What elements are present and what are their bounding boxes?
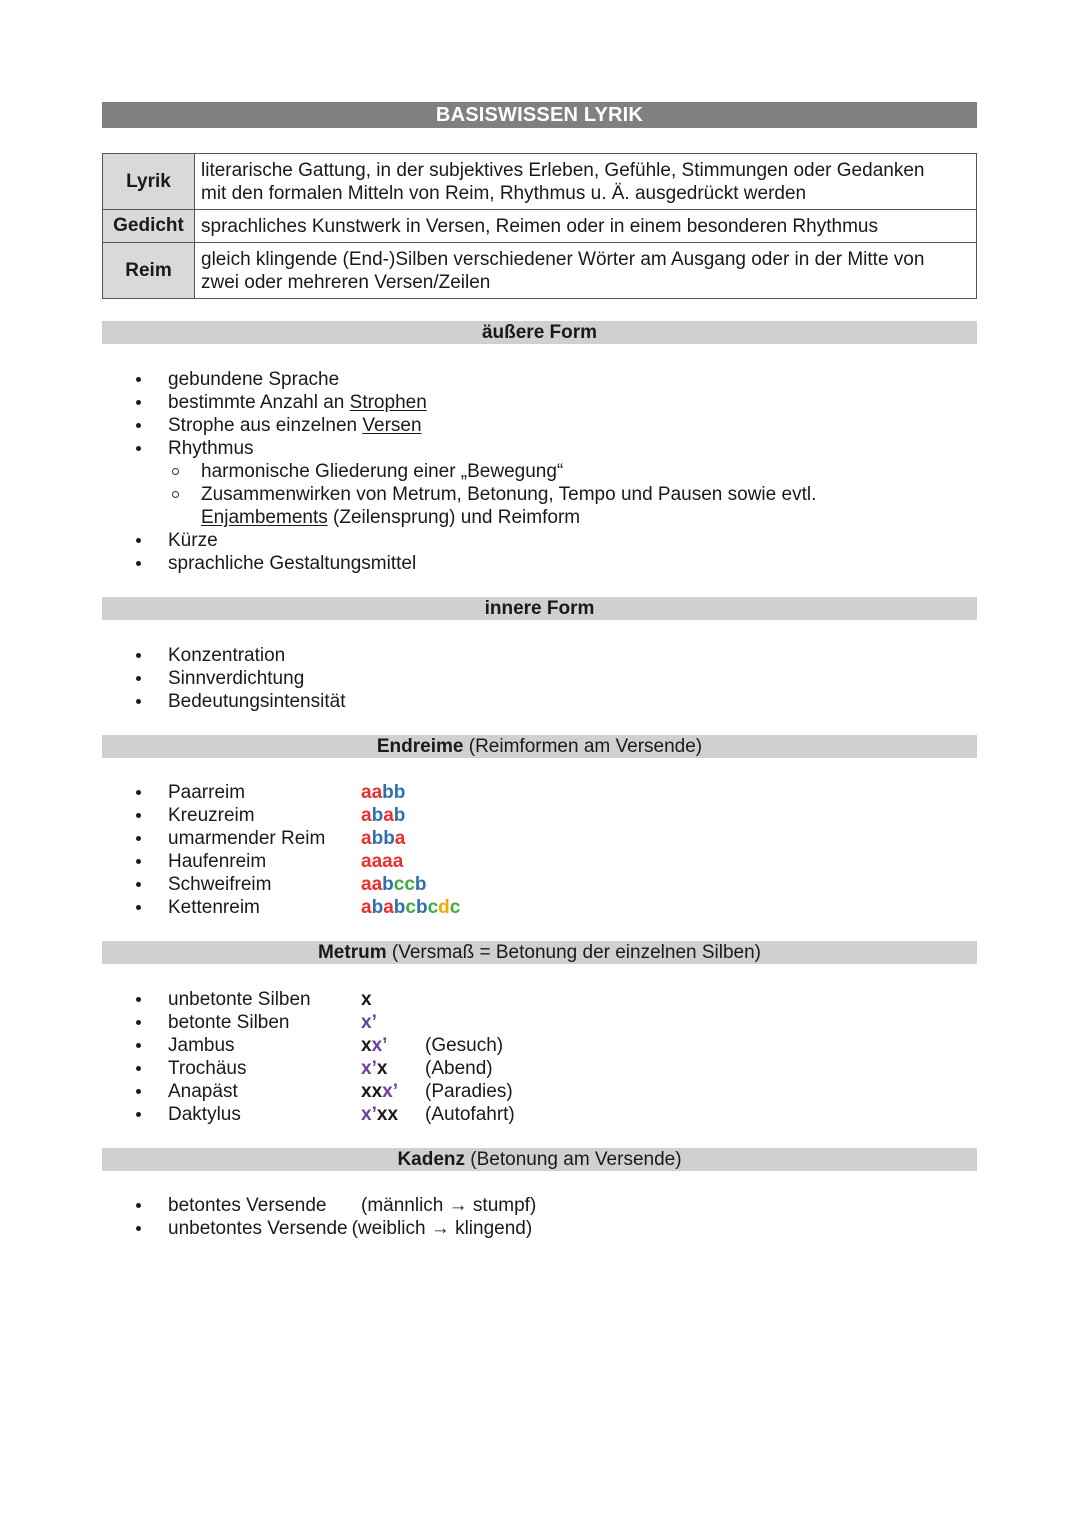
endreime-list bbox=[130, 781, 461, 919]
item-text-underlined: Strophen bbox=[349, 392, 427, 413]
list-item bbox=[130, 644, 345, 667]
syllable-mark: x bbox=[361, 1058, 372, 1079]
syllable-mark: x bbox=[361, 1012, 372, 1033]
item-text: gebundene Sprache bbox=[168, 369, 340, 390]
list-item bbox=[130, 850, 404, 873]
definition-text bbox=[195, 243, 977, 299]
rhyme-letter: b bbox=[371, 828, 384, 849]
rhyme-scheme bbox=[361, 781, 405, 804]
rhyme-letter: a bbox=[361, 874, 372, 895]
list-item bbox=[130, 391, 816, 414]
section-heading-bold: Endreime bbox=[376, 736, 464, 757]
bullet-icon bbox=[136, 538, 141, 543]
bullet-icon bbox=[136, 446, 141, 451]
metrum-name: Daktylus bbox=[168, 1104, 241, 1125]
rhyme-letter: c bbox=[427, 897, 439, 918]
rhyme-letter: b bbox=[382, 782, 394, 803]
bullet-icon bbox=[136, 400, 141, 405]
syllable-mark: x bbox=[361, 1035, 372, 1056]
definition-line: mit den formalen Mitteln von Reim, Rhythmus u. Ä. ausgedrückt werden bbox=[201, 182, 807, 204]
rhyme-letter: a bbox=[371, 874, 383, 895]
rhyme-letter: d bbox=[438, 897, 450, 918]
rhyme-letter: b bbox=[371, 805, 384, 826]
section-heading-kadenz bbox=[102, 1148, 977, 1171]
list-item bbox=[130, 690, 345, 713]
syllable-mark: x bbox=[376, 1104, 388, 1125]
rhyme-name: Kettenreim bbox=[168, 897, 260, 918]
syllable-mark: ’ bbox=[371, 1012, 377, 1033]
bullet-icon bbox=[136, 1203, 141, 1208]
item-text: Zusammenwirken von Metrum, Betonung, Tempo und Pausen sowie evtl. bbox=[201, 484, 817, 505]
bullet-icon bbox=[136, 561, 141, 566]
rhyme-letter: c bbox=[393, 874, 405, 895]
list-item bbox=[130, 1057, 493, 1080]
definition-term: Reim bbox=[103, 243, 195, 299]
syllable-mark: ’ bbox=[382, 1035, 388, 1056]
kadenz-desc: (weiblich → klingend) bbox=[351, 1218, 533, 1239]
bullet-icon bbox=[136, 1112, 141, 1117]
item-text: Konzentration bbox=[168, 645, 286, 666]
section-heading-rest: (Betonung am Versende) bbox=[465, 1149, 682, 1170]
bullet-icon bbox=[136, 676, 141, 681]
kadenz-desc: (männlich → stumpf) bbox=[361, 1195, 537, 1216]
metrum-name: Jambus bbox=[168, 1035, 235, 1056]
rhyme-letter: b bbox=[371, 897, 384, 918]
syllable-mark: x bbox=[361, 1081, 372, 1102]
rhyme-letter: b bbox=[415, 897, 428, 918]
definition-row bbox=[103, 243, 977, 299]
innere-form-list bbox=[130, 644, 345, 713]
rhyme-letter: b bbox=[383, 828, 395, 849]
metrum-name: betonte Silben bbox=[168, 1012, 290, 1033]
metrum-name: Trochäus bbox=[168, 1058, 247, 1079]
rhyme-letter: c bbox=[404, 874, 415, 895]
rhyme-letter: a bbox=[361, 897, 372, 918]
metrum-example: (Paradies) bbox=[425, 1081, 513, 1102]
bullet-icon bbox=[136, 1226, 141, 1231]
rhyme-letter: c bbox=[405, 897, 416, 918]
metrum-list bbox=[130, 988, 515, 1126]
bullet-icon bbox=[136, 699, 141, 704]
bullet-icon bbox=[136, 1043, 141, 1048]
syllable-mark: ’ bbox=[371, 1104, 377, 1125]
list-item bbox=[130, 552, 816, 575]
section-heading-bold: Metrum bbox=[317, 942, 387, 963]
item-text: harmonische Gliederung einer „Bewegung“ bbox=[201, 461, 564, 482]
kadenz-list bbox=[130, 1194, 537, 1240]
rhyme-letter: a bbox=[361, 828, 372, 849]
rhyme-scheme bbox=[361, 804, 405, 827]
rhyme-letter: a bbox=[361, 851, 372, 872]
list-item bbox=[130, 827, 406, 850]
rhyme-letter: b bbox=[382, 874, 394, 895]
item-text: (Zeilensprung) und Reimform bbox=[327, 507, 581, 528]
metrum-notation bbox=[361, 1011, 377, 1034]
list-item bbox=[130, 804, 406, 827]
metrum-name: Anapäst bbox=[168, 1081, 238, 1102]
list-item bbox=[130, 1011, 377, 1034]
metrum-notation bbox=[361, 1103, 398, 1126]
page-title: BASISWISSEN LYRIK bbox=[102, 102, 977, 128]
aeussere-form-list bbox=[130, 368, 816, 575]
bullet-icon bbox=[136, 423, 141, 428]
metrum-notation bbox=[361, 988, 372, 1011]
section-heading-endreime bbox=[102, 735, 977, 758]
rhyme-name: umarmender Reim bbox=[168, 828, 326, 849]
metrum-example: (Autofahrt) bbox=[425, 1104, 515, 1125]
sub-list-item-continuation bbox=[130, 506, 816, 529]
rhyme-letter: a bbox=[382, 851, 393, 872]
syllable-mark: ’ bbox=[392, 1081, 399, 1102]
bullet-icon bbox=[136, 997, 141, 1002]
bullet-icon bbox=[136, 905, 141, 910]
section-heading-innere-form bbox=[102, 597, 977, 620]
definition-line: zwei oder mehreren Versen/Zeilen bbox=[201, 271, 491, 293]
kadenz-name: betontes Versende bbox=[168, 1195, 327, 1216]
list-item bbox=[130, 1080, 513, 1103]
list-item bbox=[130, 1217, 532, 1240]
item-text: Rhythmus bbox=[168, 438, 254, 459]
rhyme-letter: a bbox=[383, 897, 394, 918]
item-text: Strophe aus einzelnen bbox=[168, 415, 363, 436]
list-item bbox=[130, 1034, 504, 1057]
section-heading-text: innere Form bbox=[484, 598, 595, 619]
list-item bbox=[130, 667, 345, 690]
rhyme-letter: a bbox=[383, 805, 394, 826]
rhyme-letter: b bbox=[414, 874, 427, 895]
list-item bbox=[130, 873, 427, 896]
item-text-underlined: Enjambements bbox=[201, 507, 328, 528]
rhyme-name: Schweifreim bbox=[168, 874, 272, 895]
rhyme-letter: a bbox=[371, 782, 383, 803]
metrum-notation bbox=[361, 1080, 398, 1103]
definition-line: gleich klingende (End-)Silben verschiedener Wörter am Ausgang oder in der Mitte von bbox=[201, 248, 925, 270]
item-text: Kürze bbox=[168, 530, 218, 551]
rhyme-scheme bbox=[361, 873, 427, 896]
section-heading-aeussere-form bbox=[102, 321, 977, 344]
section-heading-rest: (Reimformen am Versende) bbox=[463, 736, 703, 757]
rhyme-letter: b bbox=[393, 805, 406, 826]
rhyme-letter: a bbox=[371, 851, 383, 872]
bullet-icon bbox=[136, 813, 141, 818]
syllable-mark: x bbox=[361, 1104, 372, 1125]
sub-list-item bbox=[130, 483, 816, 506]
bullet-icon bbox=[136, 1089, 141, 1094]
rhyme-scheme bbox=[361, 827, 405, 850]
bullet-icon bbox=[136, 1020, 141, 1025]
bullet-icon bbox=[136, 882, 141, 887]
rhyme-name: Kreuzreim bbox=[168, 805, 255, 826]
list-item bbox=[130, 368, 816, 391]
list-item bbox=[130, 1194, 537, 1217]
definition-row bbox=[103, 154, 977, 210]
metrum-example: (Abend) bbox=[425, 1058, 493, 1079]
definition-text: sprachliches Kunstwerk in Versen, Reimen oder in einem besonderen Rhythmus bbox=[195, 210, 977, 243]
item-text: sprachliche Gestaltungsmittel bbox=[168, 553, 417, 574]
metrum-example: (Gesuch) bbox=[425, 1035, 504, 1056]
rhyme-scheme bbox=[361, 850, 403, 873]
metrum-name: unbetonte Silben bbox=[168, 989, 311, 1010]
rhyme-letter: a bbox=[361, 805, 372, 826]
kadenz-name: unbetontes Versende bbox=[168, 1218, 348, 1239]
syllable-mark: ’ bbox=[371, 1058, 377, 1079]
rhyme-letter: c bbox=[449, 897, 461, 918]
syllable-mark: x bbox=[376, 1058, 388, 1079]
rhyme-name: Paarreim bbox=[168, 782, 246, 803]
metrum-notation bbox=[361, 1057, 387, 1080]
section-heading-text: äußere Form bbox=[481, 322, 598, 343]
bullet-icon bbox=[136, 836, 141, 841]
item-text: Sinnverdichtung bbox=[168, 668, 305, 689]
metrum-notation bbox=[361, 1034, 387, 1057]
bullet-icon bbox=[136, 790, 141, 795]
syllable-mark: x bbox=[382, 1081, 393, 1102]
rhyme-letter: b bbox=[393, 782, 406, 803]
syllable-mark: x bbox=[371, 1081, 383, 1102]
bullet-icon bbox=[136, 859, 141, 864]
rhyme-scheme bbox=[361, 896, 460, 919]
syllable-mark: x bbox=[361, 989, 372, 1010]
item-text: bestimmte Anzahl an bbox=[168, 392, 350, 413]
list-item bbox=[130, 988, 372, 1011]
bullet-icon bbox=[136, 377, 141, 382]
list-item bbox=[130, 414, 816, 437]
section-heading-bold: Kadenz bbox=[397, 1149, 466, 1170]
sub-list-item bbox=[130, 460, 816, 483]
item-text: Bedeutungsintensität bbox=[168, 691, 346, 712]
section-heading-metrum bbox=[102, 941, 977, 964]
circle-bullet-icon bbox=[172, 468, 179, 475]
bullet-icon bbox=[136, 1066, 141, 1071]
syllable-mark: x bbox=[387, 1104, 399, 1125]
list-item bbox=[130, 529, 816, 552]
list-item bbox=[130, 781, 406, 804]
definition-term: Lyrik bbox=[103, 154, 195, 210]
list-item bbox=[130, 1103, 515, 1126]
list-item bbox=[130, 437, 816, 460]
rhyme-letter: a bbox=[392, 851, 404, 872]
definition-row bbox=[103, 210, 977, 243]
rhyme-letter: b bbox=[393, 897, 406, 918]
definition-term: Gedicht bbox=[103, 210, 195, 243]
list-item bbox=[130, 896, 461, 919]
bullet-icon bbox=[136, 653, 141, 658]
definition-text bbox=[195, 154, 977, 210]
rhyme-letter: a bbox=[361, 782, 372, 803]
definition-line: literarische Gattung, in der subjektives Erleben, Gefühle, Stimmungen oder Gedanken bbox=[201, 159, 925, 181]
section-heading-rest: (Versmaß = Betonung der einzelnen Silben) bbox=[386, 942, 762, 963]
syllable-mark: x bbox=[371, 1035, 383, 1056]
circle-bullet-icon bbox=[172, 491, 179, 498]
rhyme-name: Haufenreim bbox=[168, 851, 267, 872]
item-text-underlined: Versen bbox=[362, 415, 422, 436]
rhyme-letter: a bbox=[394, 828, 406, 849]
definitions-table bbox=[102, 153, 977, 299]
